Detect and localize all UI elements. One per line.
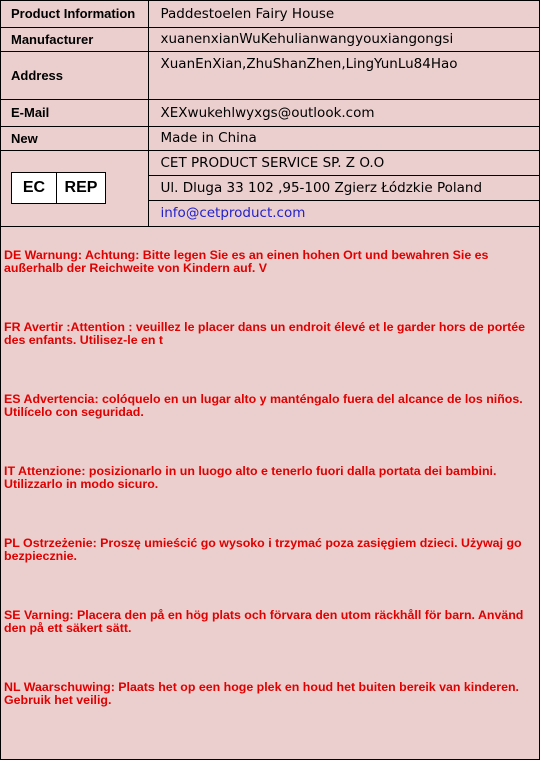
warning-it: IT Attenzione: posizionarlo in un luogo alto e tenerlo fuori dalla portata dei bambini. Utilizzarlo in modo sicuro. bbox=[4, 464, 497, 491]
row-email bbox=[1, 99, 539, 126]
row-new bbox=[1, 126, 539, 150]
label-address: Address bbox=[1, 51, 148, 99]
ec-rep-email-cell bbox=[148, 200, 539, 226]
value-manufacturer: xuanenxianWuKehulianwangyouxiangongsi bbox=[148, 27, 539, 51]
ec-rep-symbol-cell bbox=[1, 150, 148, 226]
warning-de: DE Warnung: Achtung: Bitte legen Sie es an einen hohen Ort und bewahren Sie es außerhalb der Reichweite von Kindern auf. V bbox=[4, 248, 489, 275]
product-info-table bbox=[1, 1, 539, 227]
label-product-info: Product Information bbox=[1, 1, 148, 27]
value-product-name: Paddestoelen Fairy House bbox=[148, 1, 539, 27]
row-product-info bbox=[1, 1, 539, 27]
label-new: New bbox=[1, 126, 148, 150]
ec-rep-address: Ul. Dluga 33 102 ,95-100 Zgierz Łódzkie Poland bbox=[148, 175, 539, 200]
ec-rep-email-link[interactable]: info@cetproduct.com bbox=[160, 205, 306, 221]
value-address: XuanEnXian,ZhuShanZhen,LingYunLu84Hao bbox=[148, 51, 539, 99]
ec-rep-symbol-rep: REP bbox=[64, 179, 98, 196]
value-email: XEXwukehlwyxgs@outlook.com bbox=[148, 99, 539, 126]
warning-nl: NL Waarschuwing: Plaats het op een hoge plek en houd het buiten bereik van kinderen. Gebruik het veilig. bbox=[4, 680, 519, 707]
warning-pl: PL Ostrzeżenie: Proszę umieścić go wysoko i trzymać poza zasięgiem dzieci. Używaj go bezpiecznie. bbox=[4, 536, 522, 563]
ec-rep-symbol bbox=[11, 172, 106, 204]
row-ec-rep-company bbox=[1, 150, 539, 175]
label-manufacturer: Manufacturer bbox=[1, 27, 148, 51]
ec-rep-symbol-ec: EC bbox=[12, 173, 57, 203]
label-email: E-Mail bbox=[1, 99, 148, 126]
warning-fr: FR Avertir :Attention : veuillez le placer dans un endroit élevé et le garder hors de portée des enfants. Utilisez-le en t bbox=[4, 320, 525, 347]
warning-se: SE Varning: Placera den på en hög plats och förvara den utom räckhåll för barn. Använd den på ett säkert sätt. bbox=[4, 608, 524, 635]
row-address bbox=[1, 51, 539, 99]
warning-es: ES Advertencia: colóquelo en un lugar alto y manténgalo fuera del alcance de los niños. Utilícelo con seguridad. bbox=[4, 392, 523, 419]
row-manufacturer bbox=[1, 27, 539, 51]
ec-rep-company: CET PRODUCT SERVICE SP. Z O.O bbox=[148, 150, 539, 175]
value-origin: Made in China bbox=[148, 126, 539, 150]
